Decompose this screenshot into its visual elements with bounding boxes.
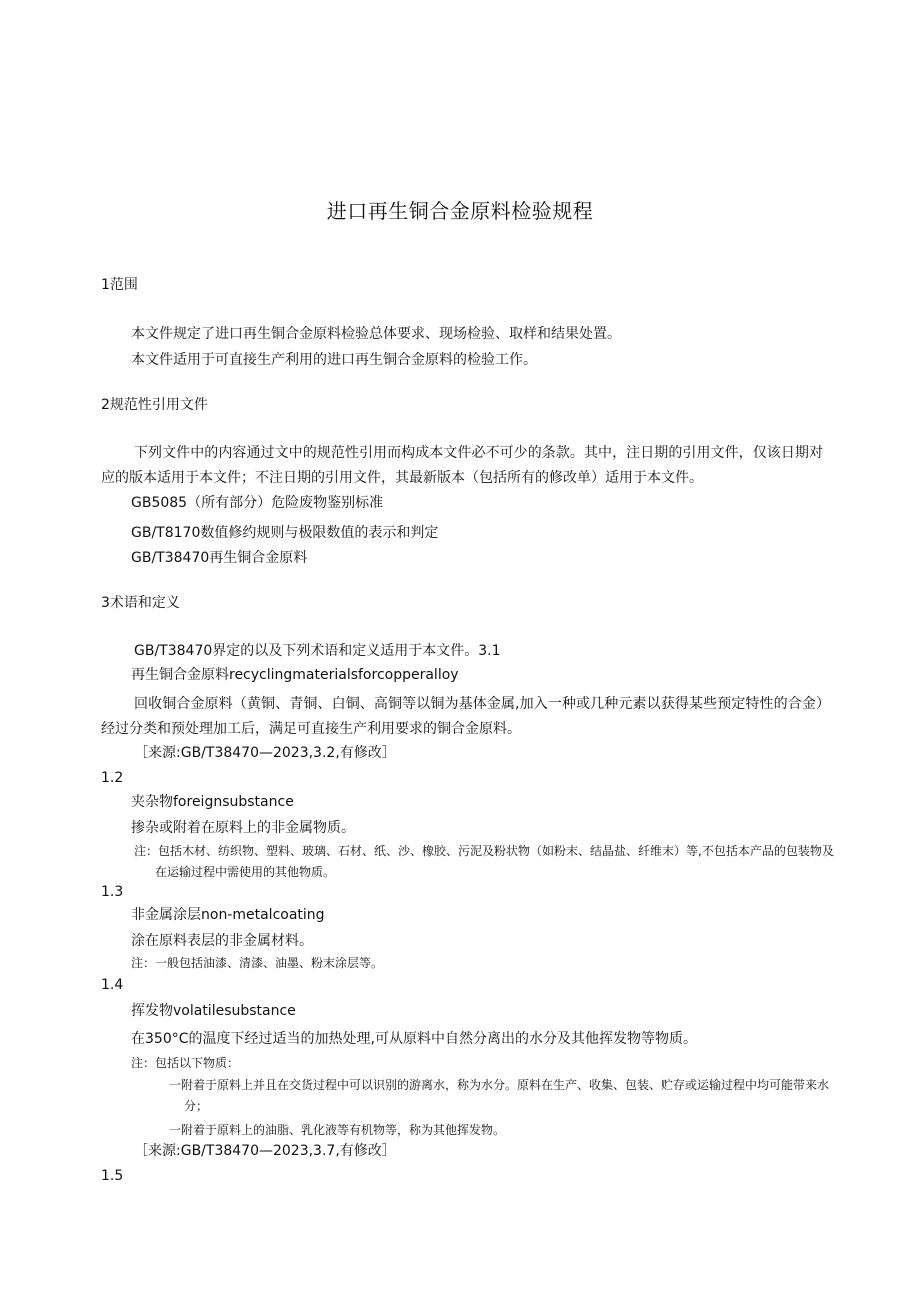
section-heading-references: 2规范性引用文件 — [101, 397, 208, 413]
paragraph: GB/T38470界定的以及下列术语和定义适用于本文件。3.1 — [134, 643, 501, 659]
term-number: 1.4 — [101, 977, 124, 993]
term-title: 夹杂物foreignsubstance — [131, 794, 294, 810]
paragraph: 本文件规定了进口再生铜合金原料检验总体要求、现场检验、取样和结果处置。 — [131, 326, 621, 342]
term-note-item: 一附着于原料上并且在交货过程中可以识别的游离水，称为水分。原料在生产、收集、包装、贮存或运输过程中均可能带来水分； — [169, 1078, 830, 1113]
paragraph: 本文件适用于可直接生产利用的进口再生铜合金原料的检验工作。 — [131, 352, 537, 368]
reference-item: GB5085（所有部分）危险废物鉴别标准 — [131, 495, 384, 511]
term-definition: 回收铜合金原料（黄铜、青铜、白铜、高铜等以铜为基体金属,加入一种或几种元素以获得某些预定特性的合金）经过分类和预处理加工后，满足可直接生产利用要求的铜合金原料。 — [101, 696, 823, 737]
term-source: ［来源:GB/T38470—2023,3.7,有修改］ — [134, 1143, 396, 1159]
term-title: 非金属涂层non-metalcoating — [131, 907, 325, 923]
term-note: 注：一般包括油漆、清漆、油墨、粉末涂层等。 — [131, 956, 384, 970]
term-source: ［来源:GB/T38470—2023,3.2,有修改］ — [134, 745, 396, 761]
term-definition: 在350°C的温度下经过适当的加热处理,可从原料中自然分离出的水分及其他挥发物等物质。 — [131, 1031, 697, 1047]
term-number: 1.5 — [101, 1168, 124, 1184]
term-note-item: 一附着于原料上的油脂、乳化液等有机物等，称为其他挥发物。 — [169, 1123, 506, 1137]
section-heading-terms: 3术语和定义 — [101, 595, 180, 611]
paragraph: 下列文件中的内容通过文中的规范性引用而构成本文件必不可少的条款。其中，注日期的引用文件，仅该日期对应的版本适用于本文件；不注日期的引用文件，其最新版本（包括所有的修改单）适用于本文件。 — [101, 445, 823, 486]
term-number: 1.3 — [101, 884, 124, 900]
term-title: 挥发物volatilesubstance — [131, 1003, 296, 1019]
reference-item: GB/T8170数值修约规则与极限数值的表示和判定 — [131, 525, 439, 541]
term-note: 注：包括木材、纺织物、塑料、玻璃、石材、纸、沙、橡胶、污泥及粉状物（如粉末、结晶盐、纤维末）等,不包括本产品的包装物及在运输过程中需使用的其他物质。 — [134, 844, 834, 879]
reference-item: GB/T38470再生铜合金原料 — [131, 550, 308, 566]
term-number: 1.2 — [101, 770, 124, 786]
term-note-heading: 注：包括以下物质： — [131, 1056, 240, 1070]
page-title: 进口再生铜合金原料检验规程 — [326, 199, 594, 223]
section-heading-scope: 1范围 — [101, 277, 138, 293]
term-definition: 掺杂或附着在原料上的非金属物质。 — [131, 820, 355, 836]
term-title: 再生铜合金原料recyclingmaterialsforcopperalloy — [131, 667, 459, 683]
term-definition: 涂在原料表层的非金属材料。 — [131, 933, 313, 949]
